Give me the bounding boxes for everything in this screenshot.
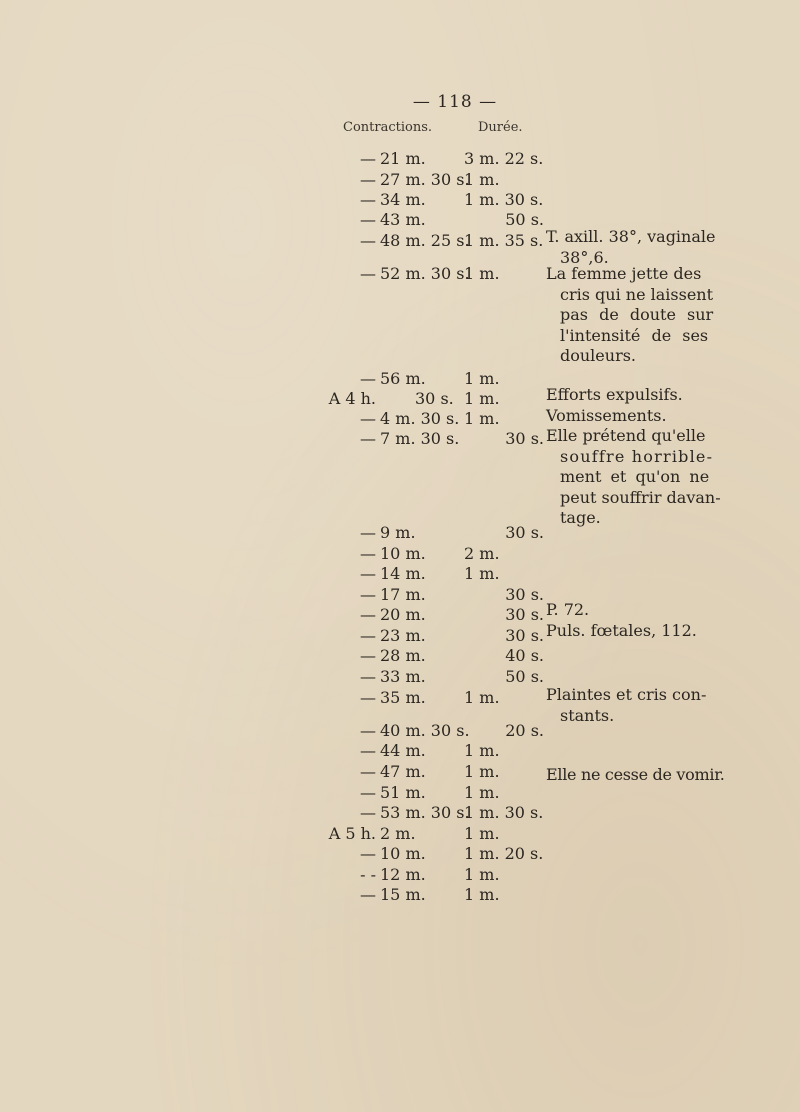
note-line: souffre horrible- [560, 446, 714, 466]
contraction-time: 53 m. 30 s. [380, 803, 470, 822]
row-prefix: — [360, 741, 376, 760]
note-cries [546, 264, 714, 367]
note-line: Elle ne cesse de vomir. [546, 765, 725, 784]
contraction-duration: 1 m. [464, 264, 500, 283]
table-row [0, 884, 800, 905]
contraction-time: 27 m. 30 s. [380, 170, 470, 189]
note-line: ment et qu'on ne [560, 467, 710, 486]
note-line: cris qui ne laissent [560, 284, 714, 304]
contraction-time: 2 m. [380, 824, 416, 843]
contraction-time: 14 m. [380, 564, 426, 583]
contraction-time: 28 m. [380, 646, 426, 665]
contraction-time: 44 m. [380, 741, 426, 760]
note-line: 38°,6. [560, 247, 609, 267]
row-prefix: — [360, 688, 376, 707]
contraction-duration: 1 m. [464, 783, 500, 802]
row-prefix: — [360, 564, 376, 583]
contraction-time: 7 m. 30 s. [380, 429, 460, 448]
table-row [0, 666, 800, 687]
contraction-duration: 1 m. [464, 824, 500, 843]
row-prefix: — [360, 264, 376, 283]
contraction-duration: 30 s. [505, 585, 544, 604]
contraction-time: 10 m. [380, 844, 426, 863]
contraction-duration: 1 m. 35 s. [464, 231, 544, 250]
table-row [0, 563, 800, 584]
note-line: peut souffrir davan- [560, 487, 721, 507]
contraction-duration: 30 s. [505, 605, 544, 624]
table-row [0, 645, 800, 666]
contraction-duration: 2 m. [464, 544, 500, 563]
row-prefix: — [360, 783, 376, 802]
contraction-duration: 50 s. [505, 210, 544, 229]
row-prefix: A 5 h. [328, 824, 376, 843]
header-contractions: Contractions. [343, 120, 433, 135]
row-prefix: — [360, 523, 376, 542]
row-prefix: — [360, 585, 376, 604]
note-line: Efforts expulsifs. [546, 385, 683, 404]
note-temperature [546, 227, 716, 268]
contraction-duration: 40 s. [505, 646, 544, 665]
contraction-duration: 1 m. [464, 389, 500, 408]
row-prefix: — [360, 646, 376, 665]
contraction-duration: 1 m. [464, 688, 500, 707]
row-prefix: — [360, 429, 376, 448]
table-row [0, 189, 800, 210]
contraction-time: 21 m. [380, 149, 426, 168]
table-row [0, 843, 800, 864]
table-row [0, 740, 800, 761]
contraction-time: 56 m. [380, 369, 426, 388]
note-line: douleurs. [560, 346, 637, 365]
note-line: pas de doute sur [560, 305, 714, 324]
note-line: stants. [560, 705, 615, 725]
contraction-duration: 3 m. 22 s. [464, 149, 544, 168]
note-vomit-continue [546, 765, 746, 786]
row-prefix: — [360, 190, 376, 209]
note-complaints [546, 685, 706, 726]
row-prefix: — [360, 721, 376, 740]
contraction-duration: 1 m. [464, 741, 500, 760]
row-prefix: — [360, 369, 376, 388]
note-line: Elle prétend qu'elle [546, 426, 706, 445]
contraction-duration: 1 m. [464, 762, 500, 781]
contraction-duration: 1 m. [464, 865, 500, 884]
header-duree: Durée. [478, 120, 523, 135]
note-line: Vomissements. [546, 406, 667, 425]
contraction-time: 9 m. [380, 523, 416, 542]
contraction-duration: 1 m. [464, 170, 500, 189]
table-row [0, 543, 800, 564]
note-line: tage. [560, 508, 601, 527]
contraction-duration: 30 s. [505, 523, 544, 542]
contraction-time: 40 m. 30 s. [380, 721, 470, 740]
note-vomiting [546, 406, 706, 427]
row-prefix: — [360, 844, 376, 863]
contraction-time: 12 m. [380, 865, 426, 884]
row-prefix: — [360, 409, 376, 428]
contraction-duration: 30 s. [505, 429, 544, 448]
contraction-time: 4 m. 30 s. [380, 409, 460, 428]
note-pulse [546, 600, 706, 641]
contraction-time: 52 m. 30 s. [380, 264, 470, 283]
contraction-duration: 20 s. [505, 721, 544, 740]
contraction-time: 35 m. [380, 688, 426, 707]
row-prefix: — [360, 544, 376, 563]
contraction-time: 48 m. 25 s. [380, 231, 470, 250]
contraction-duration: 1 m. 20 s. [464, 844, 544, 863]
note-line: l'intensité de ses [560, 325, 709, 345]
page-number: — 118 — [412, 92, 498, 112]
contraction-duration: 1 m. [464, 885, 500, 904]
row-prefix: — [360, 231, 376, 250]
note-line: T. axill. 38°, vaginale [546, 227, 716, 246]
contraction-time: 33 m. [380, 667, 426, 686]
row-prefix: — [360, 210, 376, 229]
row-prefix: — [360, 803, 376, 822]
contraction-time: 10 m. [380, 544, 426, 563]
table-row [0, 802, 800, 823]
row-prefix: — [360, 885, 376, 904]
contraction-time: 43 m. [380, 210, 426, 229]
contraction-duration: 1 m. [464, 564, 500, 583]
note-efforts [546, 385, 706, 406]
contraction-time: 51 m. [380, 783, 426, 802]
row-prefix: A 4 h. [328, 389, 376, 408]
contraction-time: 20 m. [380, 605, 426, 624]
contraction-time: 30 s. [415, 389, 454, 408]
contraction-duration: 1 m. 30 s. [464, 803, 544, 822]
contraction-duration: 30 s. [505, 626, 544, 645]
contraction-time: 15 m. [380, 885, 426, 904]
row-prefix: — [360, 626, 376, 645]
row-prefix: — [360, 170, 376, 189]
contraction-duration: 1 m. 30 s. [464, 190, 544, 209]
contraction-time: 47 m. [380, 762, 426, 781]
table-row [0, 169, 800, 190]
note-line: Plaintes et cris con- [546, 685, 707, 704]
row-prefix: — [360, 605, 376, 624]
note-line: La femme jette des [546, 264, 702, 283]
row-prefix: — [360, 762, 376, 781]
contraction-duration: 50 s. [505, 667, 544, 686]
table-row [0, 864, 800, 885]
contraction-duration: 1 m. [464, 369, 500, 388]
note-line: P. 72. Puls. fœtales, 112. [546, 600, 697, 640]
contraction-time: 17 m. [380, 585, 426, 604]
contraction-time: 34 m. [380, 190, 426, 209]
row-prefix: — [360, 667, 376, 686]
note-pretend [546, 426, 721, 529]
row-prefix: - - [360, 865, 376, 884]
table-row [0, 823, 800, 844]
row-prefix: — [360, 149, 376, 168]
contraction-time: 23 m. [380, 626, 426, 645]
table-row [0, 148, 800, 169]
contraction-duration: 1 m. [464, 409, 500, 428]
